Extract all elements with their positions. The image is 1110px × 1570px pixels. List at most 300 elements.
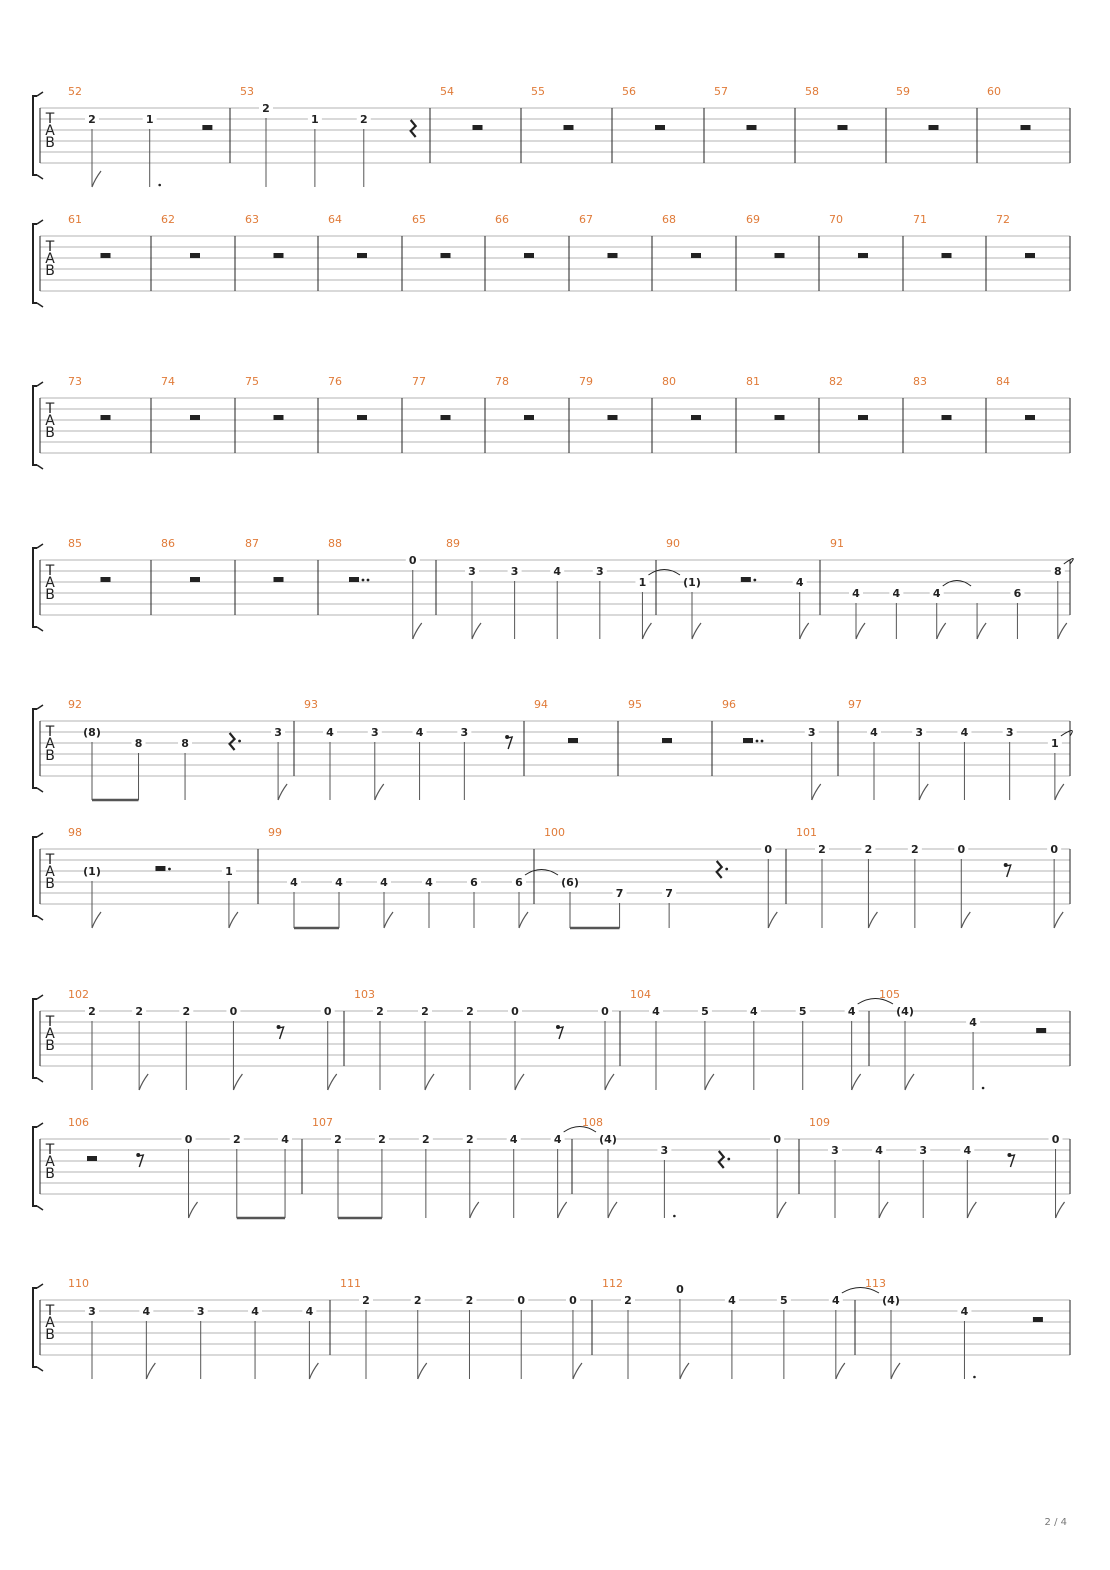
fret-number: 8 <box>1053 565 1062 578</box>
rest-dot <box>168 868 171 871</box>
tab-clef-letter: B <box>45 748 55 764</box>
rest-symbol <box>568 738 578 743</box>
rest-symbol <box>858 415 868 420</box>
fret-number: 4 <box>749 1005 758 1018</box>
measure-number: 92 <box>68 698 82 711</box>
tab-clef-letter: B <box>45 876 55 892</box>
rest-dot <box>362 579 365 582</box>
fret-number: 2 <box>421 1005 429 1018</box>
measure-number: 65 <box>412 213 426 226</box>
note-flag <box>967 1202 976 1218</box>
system-bracket <box>33 999 37 1078</box>
rest-symbol <box>564 125 574 130</box>
fret-number: 1 <box>225 865 233 878</box>
fret-number: 0 <box>1050 843 1058 856</box>
measure-number: 106 <box>68 1116 89 1129</box>
tie-arc <box>648 570 680 576</box>
fret-number: 2 <box>413 1294 422 1307</box>
fret-number: 4 <box>281 1133 289 1146</box>
measure-number: 68 <box>662 213 676 226</box>
fret-number: 4 <box>870 726 878 739</box>
measure-number: 84 <box>996 375 1010 388</box>
measure-number: 95 <box>628 698 642 711</box>
measure-number: 76 <box>328 375 342 388</box>
note-flag <box>856 623 865 639</box>
note-flag <box>977 623 986 639</box>
fret-number: 3 <box>915 726 924 739</box>
bracket-hook <box>37 1206 43 1210</box>
fret-number: 2 <box>88 113 96 126</box>
fret-number: 0 <box>764 843 773 856</box>
measure-number: 66 <box>495 213 509 226</box>
fret-number: 4 <box>335 876 343 889</box>
fret-number: 4 <box>553 1133 562 1146</box>
note-flag <box>812 784 821 800</box>
fret-number: 0 <box>773 1133 781 1146</box>
rest-dot <box>238 740 241 743</box>
tab-clef-letter: T <box>45 852 55 868</box>
page-number: 2 / 4 <box>1044 1517 1067 1528</box>
fret-number: 4 <box>847 1005 856 1018</box>
note-flag <box>146 1363 155 1379</box>
measure-number: 113 <box>865 1277 886 1290</box>
rest-symbol <box>357 253 367 258</box>
fret-number: 4 <box>932 587 941 600</box>
rest-symbol <box>524 415 534 420</box>
tab-clef-letter: T <box>45 401 55 417</box>
measure-number: 57 <box>714 85 728 98</box>
note-flag <box>573 1363 582 1379</box>
fret-number: 2 <box>376 1005 384 1018</box>
measure-number: 64 <box>328 213 342 226</box>
fret-number: 0 <box>569 1294 577 1307</box>
fret-number: 0 <box>517 1294 526 1307</box>
note-flag <box>919 784 928 800</box>
rest-symbol <box>747 125 757 130</box>
note-flag <box>519 912 528 928</box>
tab-clef-letter: B <box>45 1038 55 1054</box>
note-flag <box>233 1074 242 1090</box>
tab-clef-letter: T <box>45 563 55 579</box>
fret-number: 3 <box>370 726 379 739</box>
measure-number: 112 <box>602 1277 623 1290</box>
duration-dot <box>158 184 161 187</box>
bracket-hook <box>37 1078 43 1082</box>
measure-number: 58 <box>805 85 819 98</box>
rest-dot <box>756 740 759 743</box>
fret-number: 3 <box>468 565 476 578</box>
rest-symbol <box>101 577 111 582</box>
fret-number: 0 <box>511 1005 519 1018</box>
fret-number: 1 <box>638 576 647 589</box>
note-flag <box>1054 912 1063 928</box>
measure-number: 71 <box>913 213 927 226</box>
tab-clef-letter: T <box>45 724 55 740</box>
fret-number: 2 <box>422 1133 430 1146</box>
rest-symbol <box>743 738 753 743</box>
note-flag <box>375 784 384 800</box>
rest-dot <box>753 579 756 582</box>
note-flag <box>328 1074 337 1090</box>
tab-clef-letter: A <box>45 413 55 429</box>
measure-number: 56 <box>622 85 636 98</box>
tab-clef-letter: T <box>45 1014 55 1030</box>
fret-number: 1 <box>1051 737 1059 750</box>
fret-number: 3 <box>196 1305 205 1318</box>
fret-number: 4 <box>553 565 562 578</box>
measure-number: 69 <box>746 213 760 226</box>
measure-number: 104 <box>630 988 651 1001</box>
rest-symbol <box>838 125 848 130</box>
fret-number: 5 <box>780 1294 788 1307</box>
note-flag <box>836 1363 845 1379</box>
fret-number: 2 <box>378 1133 386 1146</box>
measure-number: 82 <box>829 375 843 388</box>
note-flag <box>515 1074 524 1090</box>
fret-number: 4 <box>728 1294 736 1307</box>
rest-symbol <box>155 866 165 871</box>
note-flag <box>425 1074 434 1090</box>
rest-dot <box>727 1158 730 1161</box>
fret-number: 2 <box>818 843 826 856</box>
measure-number: 109 <box>809 1116 830 1129</box>
measure-number: 61 <box>68 213 82 226</box>
fret-number: 3 <box>595 565 604 578</box>
fret-number: 2 <box>465 1133 474 1146</box>
tab-clef-letter: A <box>45 1026 55 1042</box>
fret-number: 4 <box>960 726 969 739</box>
measure-number: 78 <box>495 375 509 388</box>
fret-number: 4 <box>960 1305 969 1318</box>
rest-symbol <box>101 253 111 258</box>
bracket-hook <box>37 175 43 179</box>
fret-number: 2 <box>334 1133 342 1146</box>
measure-number: 88 <box>328 537 342 550</box>
fret-number: 2 <box>359 113 368 126</box>
measure-number: 102 <box>68 988 89 1001</box>
fret-number: 4 <box>326 726 334 739</box>
measure-number: 67 <box>579 213 593 226</box>
measure-number: 94 <box>534 698 548 711</box>
fret-number: 2 <box>362 1294 370 1307</box>
measure-number: 98 <box>68 826 82 839</box>
rest-symbol <box>691 253 701 258</box>
fret-number: 3 <box>919 1144 928 1157</box>
fret-number: 2 <box>262 102 270 115</box>
fret-number: 4 <box>831 1294 840 1307</box>
fret-number: 5 <box>798 1005 807 1018</box>
fret-number: 2 <box>465 1294 474 1307</box>
bracket-hook <box>37 92 43 96</box>
bracket-hook <box>37 627 43 631</box>
fret-number: 8 <box>181 737 189 750</box>
note-flag <box>309 1363 318 1379</box>
measure-number: 73 <box>68 375 82 388</box>
tab-clef-letter: A <box>45 1154 55 1170</box>
measure-number: 79 <box>579 375 593 388</box>
tie-arc <box>1064 559 1074 565</box>
fret-number: 3 <box>1005 726 1014 739</box>
note-flag <box>705 1074 714 1090</box>
tab-clef-letter: A <box>45 575 55 591</box>
fret-number: 0 <box>601 1005 609 1018</box>
fret-number: (8) <box>83 726 101 739</box>
tab-clef-letter: A <box>45 1315 55 1331</box>
note-flag <box>278 784 287 800</box>
rest-symbol <box>942 415 952 420</box>
measure-number: 105 <box>879 988 900 1001</box>
system-bracket <box>33 96 37 175</box>
measure-number: 101 <box>796 826 817 839</box>
measure-number: 75 <box>245 375 259 388</box>
note-flag <box>139 1074 148 1090</box>
tab-clef-letter: B <box>45 135 55 151</box>
rest-symbol <box>1025 253 1035 258</box>
fret-number: 7 <box>665 887 673 900</box>
rest-symbol <box>274 415 284 420</box>
fret-number: 4 <box>380 876 388 889</box>
bracket-hook <box>37 788 43 792</box>
note-flag <box>413 623 422 639</box>
rest-symbol <box>1036 1028 1046 1033</box>
note-flag <box>1055 784 1064 800</box>
rest-dot <box>367 579 370 582</box>
rest-symbol <box>441 415 451 420</box>
fret-number: 4 <box>795 576 804 589</box>
fret-number: 4 <box>652 1005 660 1018</box>
fret-number: (4) <box>882 1294 900 1307</box>
rest-symbol <box>1033 1317 1043 1322</box>
rest-symbol <box>608 253 618 258</box>
note-flag <box>891 1363 900 1379</box>
measure-number: 91 <box>830 537 844 550</box>
fret-number: 4 <box>963 1144 972 1157</box>
note-flag <box>558 1202 567 1218</box>
bracket-hook <box>37 382 43 386</box>
fret-number: 4 <box>290 876 298 889</box>
rest-symbol <box>190 253 200 258</box>
rest-symbol <box>717 861 722 878</box>
measure-number: 103 <box>354 988 375 1001</box>
note-flag <box>680 1363 689 1379</box>
fret-number: 4 <box>969 1016 977 1029</box>
fret-number: 2 <box>182 1005 191 1018</box>
fret-number: 7 <box>615 887 624 900</box>
system-bracket <box>33 224 37 303</box>
measure-number: 72 <box>996 213 1010 226</box>
fret-number: (6) <box>561 876 579 889</box>
fret-number: 1 <box>145 113 154 126</box>
fret-number: 4 <box>425 876 433 889</box>
fret-number: 4 <box>305 1305 314 1318</box>
rest-symbol <box>411 120 416 137</box>
note-flag <box>608 1202 617 1218</box>
fret-number: 0 <box>676 1283 684 1296</box>
rest-symbol <box>274 577 284 582</box>
fret-number: 4 <box>852 587 860 600</box>
tab-clef-letter: A <box>45 123 55 139</box>
fret-number: 4 <box>875 1144 883 1157</box>
note-flag <box>768 912 777 928</box>
tab-clef-letter: B <box>45 263 55 279</box>
measure-number: 80 <box>662 375 676 388</box>
rest-symbol <box>274 253 284 258</box>
measure-number: 55 <box>531 85 545 98</box>
note-flag <box>605 1074 614 1090</box>
fret-number: (4) <box>896 1005 914 1018</box>
note-flag <box>418 1363 427 1379</box>
note-flag <box>1058 623 1067 639</box>
fret-number: (1) <box>83 865 101 878</box>
tab-clef-letter: T <box>45 111 55 127</box>
fret-number: 3 <box>88 1305 96 1318</box>
fret-number: 4 <box>415 726 424 739</box>
fret-number: (1) <box>683 576 701 589</box>
tab-clef-letter: T <box>45 1142 55 1158</box>
bracket-hook <box>37 995 43 999</box>
system-bracket <box>33 1127 37 1206</box>
fret-number: 5 <box>701 1005 709 1018</box>
fret-number: 2 <box>624 1294 632 1307</box>
fret-number: 6 <box>515 876 523 889</box>
rest-symbol <box>691 415 701 420</box>
fret-number: 3 <box>460 726 469 739</box>
measure-number: 97 <box>848 698 862 711</box>
tie-arc <box>943 581 971 587</box>
measure-number: 93 <box>304 698 318 711</box>
note-flag <box>852 1074 861 1090</box>
measure-number: 53 <box>240 85 254 98</box>
fret-number: 0 <box>229 1005 238 1018</box>
measure-number: 54 <box>440 85 454 98</box>
fret-number: 3 <box>274 726 282 739</box>
fret-number: 2 <box>864 843 873 856</box>
bracket-hook <box>37 1367 43 1371</box>
note-flag <box>470 1202 479 1218</box>
rest-symbol <box>101 415 111 420</box>
measure-number: 85 <box>68 537 82 550</box>
fret-number: 3 <box>510 565 519 578</box>
tab-clef-letter: A <box>45 864 55 880</box>
rest-symbol <box>87 1156 97 1161</box>
system-bracket <box>33 386 37 465</box>
rest-symbol <box>190 415 200 420</box>
measure-number: 96 <box>722 698 736 711</box>
tab-clef-letter: B <box>45 587 55 603</box>
tie-arc <box>1061 731 1072 737</box>
note-flag <box>1056 1202 1065 1218</box>
rest-symbol <box>230 733 235 750</box>
tab-clef-letter: A <box>45 251 55 267</box>
rest-symbol <box>357 415 367 420</box>
measure-number: 99 <box>268 826 282 839</box>
bracket-hook <box>37 1123 43 1127</box>
fret-number: 3 <box>831 1144 839 1157</box>
measure-number: 83 <box>913 375 927 388</box>
measure-number: 86 <box>161 537 175 550</box>
note-flag <box>92 912 101 928</box>
fret-number: 3 <box>807 726 816 739</box>
fret-number: 0 <box>1051 1133 1060 1146</box>
bracket-hook <box>37 220 43 224</box>
rest-symbol <box>202 125 212 130</box>
measure-number: 70 <box>829 213 843 226</box>
measure-number: 111 <box>340 1277 361 1290</box>
measure-number: 77 <box>412 375 426 388</box>
bracket-hook <box>37 705 43 709</box>
tab-clef-letter: T <box>45 239 55 255</box>
fret-number: (4) <box>599 1133 617 1146</box>
duration-dot <box>982 1087 985 1090</box>
note-flag <box>800 623 809 639</box>
rest-symbol <box>929 125 939 130</box>
rest-symbol <box>775 253 785 258</box>
tab-clef-letter: B <box>45 425 55 441</box>
rest-symbol <box>1025 415 1035 420</box>
bracket-hook <box>37 465 43 469</box>
measure-number: 74 <box>161 375 175 388</box>
fret-number: 4 <box>142 1305 151 1318</box>
rest-symbol <box>775 415 785 420</box>
system-bracket <box>33 1288 37 1367</box>
rest-symbol <box>349 577 359 582</box>
system-bracket <box>33 548 37 627</box>
rest-symbol <box>441 253 451 258</box>
bracket-hook <box>37 1284 43 1288</box>
note-flag <box>961 912 970 928</box>
note-flag <box>92 171 101 187</box>
fret-number: 3 <box>660 1144 669 1157</box>
rest-symbol <box>655 125 665 130</box>
fret-number: 6 <box>1013 587 1022 600</box>
fret-number: 0 <box>957 843 966 856</box>
note-flag <box>229 912 238 928</box>
fret-number: 6 <box>470 876 478 889</box>
measure-number: 60 <box>987 85 1001 98</box>
fret-number: 0 <box>184 1133 193 1146</box>
rest-symbol <box>524 253 534 258</box>
tab-clef-letter: T <box>45 1303 55 1319</box>
fret-number: 0 <box>323 1005 332 1018</box>
rest-symbol <box>1021 125 1031 130</box>
fret-number: 0 <box>408 554 417 567</box>
rest-symbol <box>719 1151 724 1168</box>
note-flag <box>384 912 393 928</box>
bracket-hook <box>37 544 43 548</box>
note-flag <box>189 1202 198 1218</box>
measure-number: 110 <box>68 1277 89 1290</box>
measure-number: 100 <box>544 826 565 839</box>
note-flag <box>472 623 481 639</box>
measure-number: 63 <box>245 213 259 226</box>
measure-number: 62 <box>161 213 175 226</box>
measure-number: 59 <box>896 85 910 98</box>
measure-number: 81 <box>746 375 760 388</box>
fret-number: 2 <box>232 1133 241 1146</box>
rest-dot <box>725 868 728 871</box>
tab-clef-letter: B <box>45 1166 55 1182</box>
note-flag <box>692 623 701 639</box>
measure-number: 90 <box>666 537 680 550</box>
system-bracket <box>33 837 37 916</box>
note-flag <box>937 623 946 639</box>
measure-number: 108 <box>582 1116 603 1129</box>
fret-number: 4 <box>892 587 901 600</box>
tab-clef-letter: B <box>45 1327 55 1343</box>
tab-clef-letter: A <box>45 736 55 752</box>
measure-number: 107 <box>312 1116 333 1129</box>
measure-number: 87 <box>245 537 259 550</box>
